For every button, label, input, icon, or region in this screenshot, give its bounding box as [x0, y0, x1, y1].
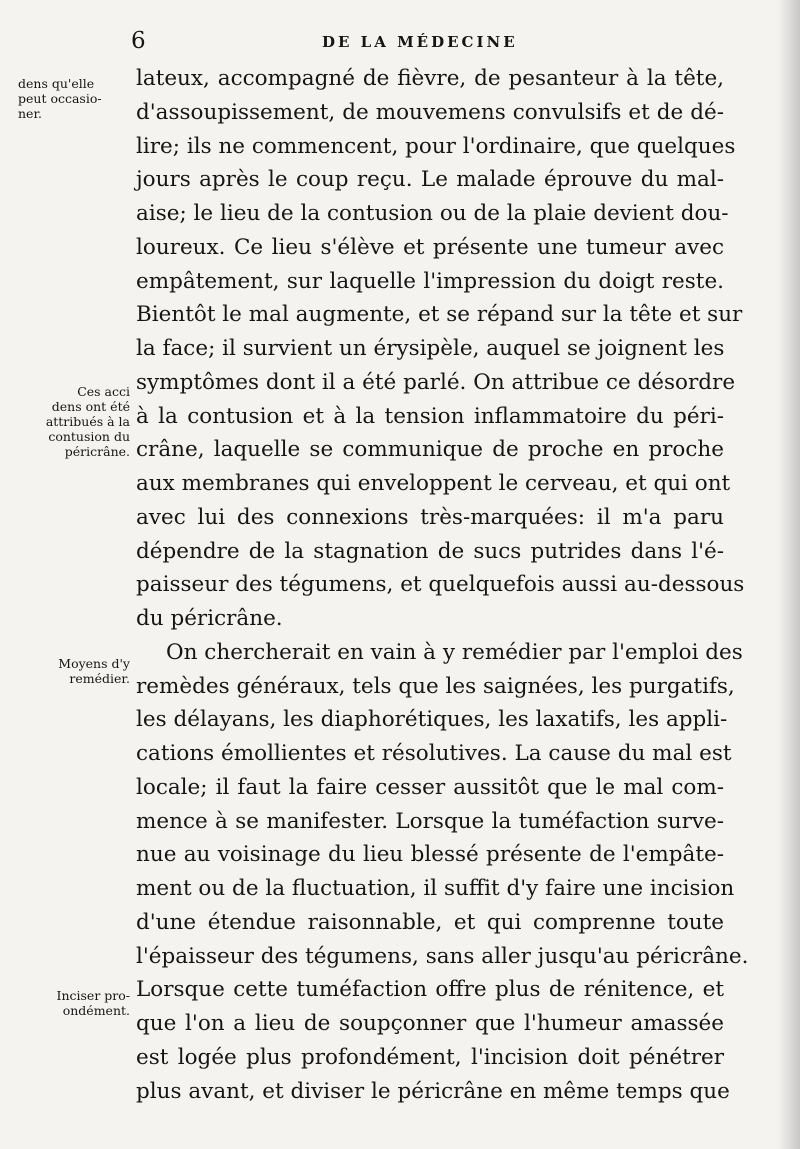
- margin-note-line: contusion du: [48, 429, 130, 444]
- margin-note-line: peut occasio-: [18, 91, 102, 106]
- text-line: On chercherait en vain à y remédier par l'emploi des: [166, 639, 743, 665]
- margin-note-line: attribués à la: [45, 414, 130, 429]
- text-line: dépendre de la stagnation de sucs putrides dans l'é-: [136, 538, 724, 564]
- margin-note: [18, 76, 130, 121]
- text-line: avec lui des connexions très-marquées: il m'a paru: [136, 504, 724, 530]
- text-line: aise; le lieu de la contusion ou de la plaie devient dou-: [136, 201, 729, 226]
- text-line: plus avant, et diviser le péricrâne en même temps que: [136, 1078, 730, 1104]
- margin-note: [18, 656, 130, 686]
- margin-note-line: dens qu'elle: [18, 76, 95, 91]
- text-line: que l'on a lieu de soupçonner que l'humeur amassée: [136, 1011, 724, 1036]
- text-line: jours après le coup reçu. Le malade éprouve du mal-: [136, 167, 724, 193]
- text-line: est logée plus profondément, l'incision doit pénétrer: [136, 1044, 724, 1070]
- text-line: nue au voisinage du lieu blessé présente de l'empâte-: [136, 842, 724, 868]
- text-line: à la contusion et à la tension inflammatoire du péri-: [136, 403, 724, 429]
- margin-note: [18, 384, 130, 459]
- margin-note-line: ner.: [18, 106, 43, 121]
- text-line: cations émollientes et résolutives. La cause du mal est: [136, 741, 732, 766]
- margin-note-line: Inciser pro-: [56, 988, 130, 1003]
- text-line: la face; il survient un érysipèle, auquel se joignent les: [136, 336, 725, 361]
- text-line: symptômes dont il a été parlé. On attribue ce désordre: [136, 369, 736, 395]
- text-line: aux membranes qui enveloppent le cerveau, et qui ont: [136, 471, 731, 496]
- text-line: paisseur des tégumens, et quelquefois aussi au-dessous: [136, 572, 745, 598]
- text-line: Bientôt le mal augmente, et se répand sur la tête et sur: [136, 302, 743, 328]
- text-line: lire; ils ne commencent, pour l'ordinaire, que quelques: [136, 133, 736, 159]
- text-line: loureux. Ce lieu s'élève et présente une tumeur avec: [136, 234, 724, 260]
- margin-note-line: ondément.: [62, 1003, 130, 1018]
- text-line: empâtement, sur laquelle l'impression du doigt reste.: [136, 268, 724, 294]
- text-line: crâne, laquelle se communique de proche en proche: [136, 437, 724, 463]
- text-line: lateux, accompagné de fièvre, de pesanteur à la tête,: [136, 66, 724, 91]
- text-line: Lorsque cette tuméfaction offre plus de rénitence, et: [136, 977, 724, 1003]
- margin-note-line: Ces acci: [77, 384, 130, 399]
- text-line: ment ou de la fluctuation, il suffit d'y faire une incision: [136, 876, 735, 901]
- page-header: [0, 28, 800, 58]
- text-line: les délayans, les diaphorétiques, les laxatifs, les appli-: [136, 707, 728, 733]
- margin-note: [18, 988, 130, 1018]
- page-number: 6: [131, 28, 146, 54]
- margin-note-line: Moyens d'y: [58, 656, 130, 671]
- margin-note-line: remédier.: [69, 671, 130, 686]
- text-line: du péricrâne.: [136, 606, 283, 631]
- page-edge-shadow: [778, 0, 800, 1149]
- margin-note-line: péricrâne.: [64, 444, 130, 459]
- body-text: [136, 62, 749, 1108]
- text-line: mence à se manifester. Lorsque la tuméfaction surve-: [136, 808, 724, 834]
- text-line: remèdes généraux, tels que les saignées, les purgatifs,: [136, 673, 735, 699]
- text-line: l'épaisseur des tégumens, sans aller jusqu'au péricrâne.: [136, 943, 749, 969]
- text-line: locale; il faut la faire cesser aussitôt que le mal com-: [136, 774, 724, 800]
- text-line: d'une étendue raisonnable, et qui comprenne toute: [136, 909, 724, 935]
- running-title: DE LA MÉDECINE: [322, 33, 518, 51]
- text-line: d'assoupissement, de mouvemens convulsifs et de dé-: [136, 99, 724, 125]
- margin-note-line: dens ont été: [51, 399, 130, 414]
